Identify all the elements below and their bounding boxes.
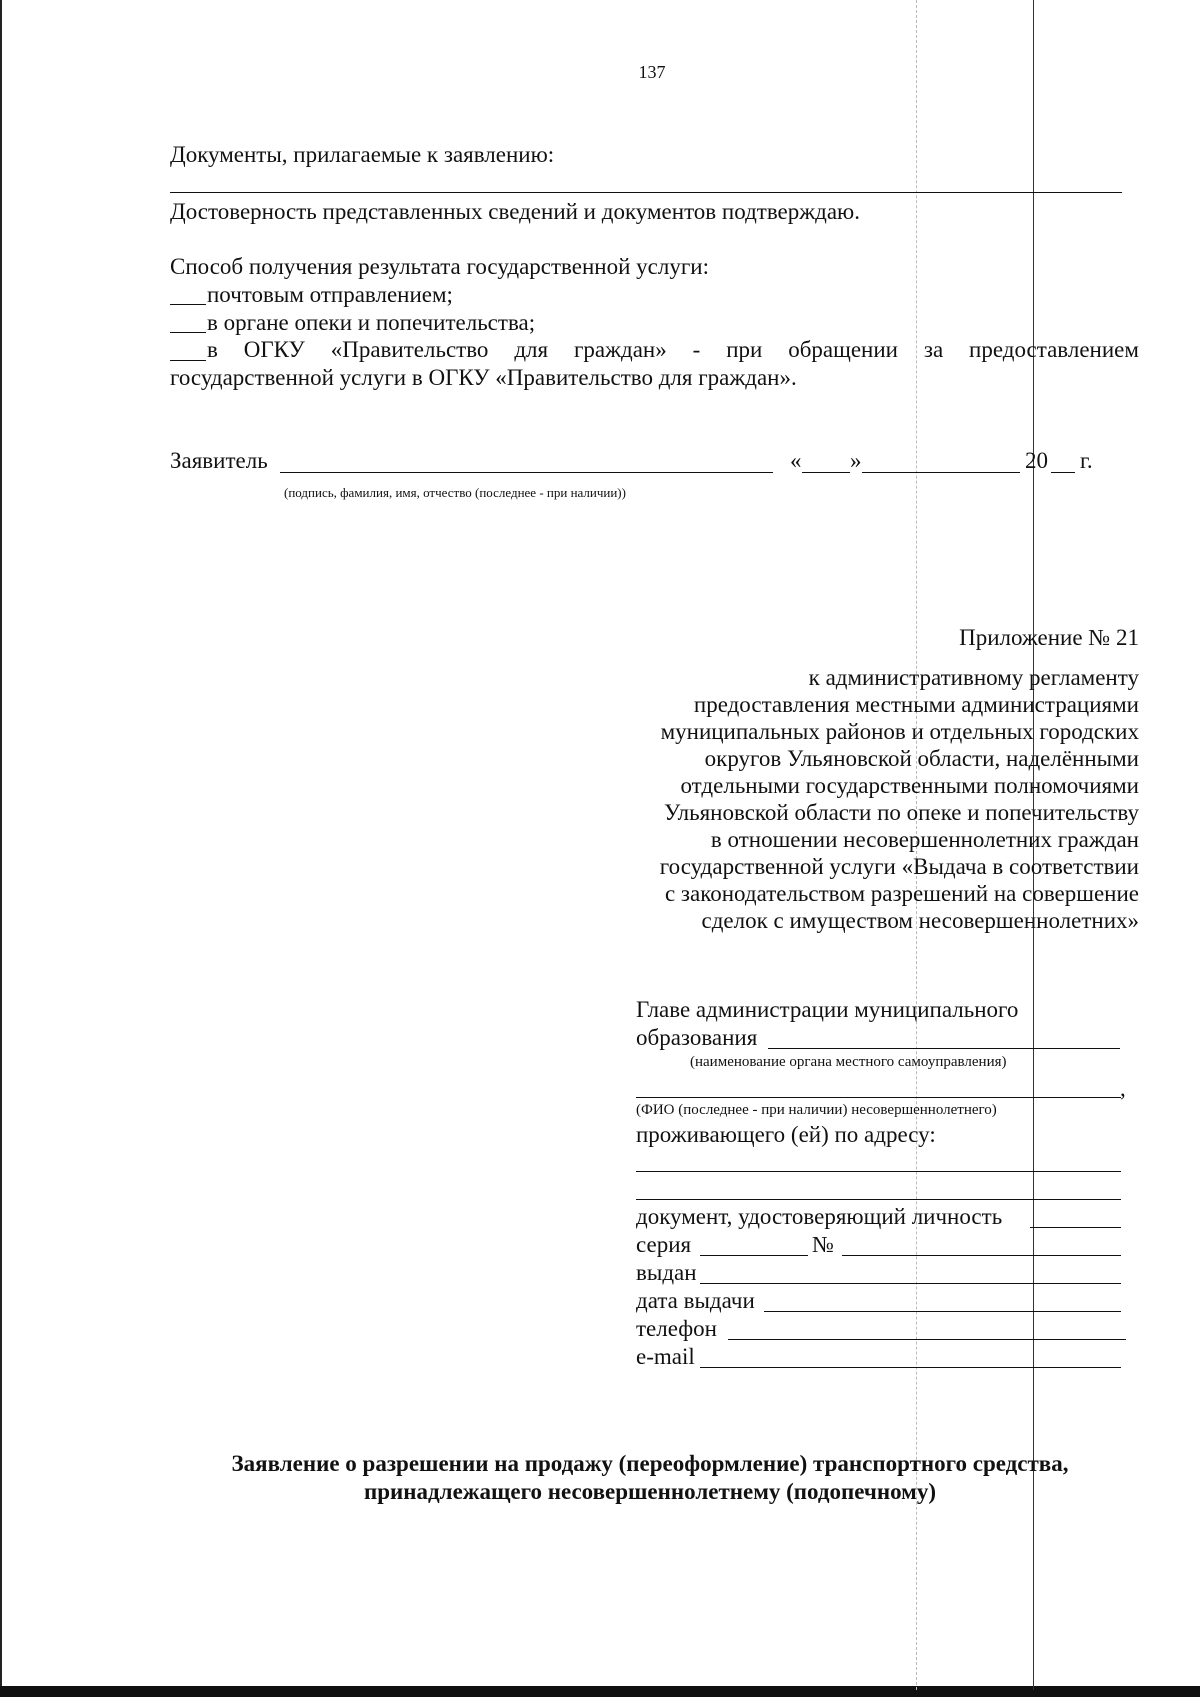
statement-title-line-1: Заявление о разрешении на продажу (переоформление) транспортного средства, — [231, 1451, 1069, 1476]
attached-docs-line — [170, 192, 1122, 193]
phone-label: телефон — [636, 1316, 717, 1341]
issued-line[interactable] — [700, 1283, 1121, 1284]
word: для — [514, 337, 549, 362]
method-ogku-line — [207, 336, 1139, 364]
address-line-1[interactable] — [636, 1171, 1121, 1172]
word: «Правительство — [330, 337, 489, 362]
confirm-text: Достоверность представленных сведений и документов подтверждаю. — [170, 199, 860, 224]
addressee-head: Главе администрации муниципального — [636, 997, 1019, 1022]
entity-caption: (наименование органа местного самоуправления) — [690, 1054, 1007, 1070]
appendix-line: округов Ульяновской области, наделёнными — [704, 746, 1139, 771]
date-day-line[interactable] — [802, 472, 850, 473]
email-label: e-mail — [636, 1344, 695, 1369]
phone-line[interactable] — [728, 1339, 1126, 1340]
method-title: Способ получения результата государственной услуги: — [170, 254, 709, 279]
scan-border-bottom — [0, 1686, 1200, 1697]
year-suffix: г. — [1080, 448, 1093, 473]
id-doc-line[interactable] — [1030, 1227, 1121, 1228]
applicant-caption: (подпись, фамилия, имя, отчество (последнее - при наличии)) — [284, 485, 626, 500]
word: при — [726, 337, 763, 362]
applicant-label: Заявитель — [170, 448, 268, 473]
residing-label: проживающего (ей) по адресу: — [636, 1122, 936, 1147]
checkbox-line-ogku[interactable] — [170, 360, 206, 361]
id-doc-label: документ, удостоверяющий личность — [636, 1204, 1003, 1229]
word: предоставлением — [969, 337, 1139, 362]
appendix-line: предоставления местными администрациями — [693, 692, 1139, 717]
date-open-quote: « — [790, 448, 802, 473]
address-line-2[interactable] — [636, 1199, 1121, 1200]
statement-title-line-2: принадлежащего несовершеннолетнему (подопечному) — [363, 1479, 936, 1504]
appendix-line: муниципальных районов и отдельных городских — [660, 719, 1139, 744]
appendix-line: Ульяновской области по опеке и попечительству — [663, 800, 1139, 825]
word: ОГКУ — [243, 337, 305, 362]
issue-date-label: дата выдачи — [636, 1288, 755, 1313]
checkbox-line-mail[interactable] — [170, 304, 206, 305]
email-line[interactable] — [700, 1367, 1121, 1368]
date-close-quote: » — [850, 448, 862, 473]
word: в — [207, 337, 218, 362]
date-month-line[interactable] — [862, 472, 1020, 473]
year-prefix: 20 — [1025, 448, 1048, 473]
issued-label: выдан — [636, 1260, 697, 1285]
appendix-line: к административному регламенту — [808, 665, 1139, 690]
word: граждан» — [573, 337, 667, 362]
appendix-line: с законодательством разрешений на совершение — [664, 881, 1139, 906]
addressee-entity: образования — [636, 1025, 758, 1050]
fio-comma: , — [1120, 1076, 1126, 1101]
series-label: серия — [636, 1232, 692, 1257]
scan-border-left — [0, 0, 2, 1690]
series-line[interactable] — [700, 1255, 808, 1256]
fio-caption: (ФИО (последнее - при наличии) несовершеннолетнего) — [636, 1102, 997, 1118]
appendix-line: в отношении несовершеннолетних граждан — [710, 827, 1139, 852]
number-sign: № — [812, 1232, 834, 1257]
applicant-signature-line[interactable] — [280, 472, 773, 473]
page-number: 137 — [638, 62, 666, 82]
method-mail: почтовым отправлением; — [207, 282, 453, 307]
appendix-title: Приложение № 21 — [959, 625, 1139, 650]
appendix-line: сделок с имуществом несовершеннолетних» — [701, 908, 1139, 933]
issue-date-line[interactable] — [764, 1311, 1121, 1312]
word: - — [692, 337, 701, 362]
method-ogku-continuation: государственной услуги в ОГКУ «Правительство для граждан». — [170, 365, 797, 390]
entity-line[interactable] — [768, 1048, 1120, 1049]
attached-docs-label: Документы, прилагаемые к заявлению: — [170, 142, 555, 167]
appendix-line: отдельными государственными полномочиями — [680, 773, 1139, 798]
number-line[interactable] — [842, 1255, 1121, 1256]
appendix-line: государственной услуги «Выдача в соответствии — [659, 854, 1139, 879]
word: обращении — [788, 337, 898, 362]
method-guardian: в органе опеки и попечительства; — [207, 310, 536, 335]
checkbox-line-guardian[interactable] — [170, 332, 206, 333]
year-line[interactable] — [1051, 472, 1075, 473]
fio-line[interactable] — [636, 1097, 1121, 1098]
word: за — [923, 337, 944, 362]
